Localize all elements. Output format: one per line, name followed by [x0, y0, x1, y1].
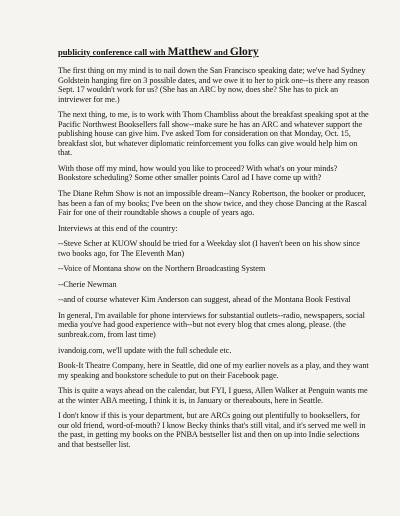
paragraph-website: ivandoig.com, we'll update with the full schedule etc.: [58, 345, 232, 355]
title-name-1: Matthew: [167, 46, 212, 58]
paragraph-voice-of-montana: --Voice of Montana show on the Northern Broadcasting System: [58, 264, 266, 274]
title-name-2: Glory: [229, 46, 259, 58]
title-prefix: publicity conference call with: [58, 47, 168, 57]
paragraph-interviews-heading: Interviews at this end of the country:: [58, 223, 178, 233]
paragraph-aba-meeting: This is quite a ways ahead on the calendar, but FYI, I guess, Allen Walker at Penguin wants me at the winter ABA meeting, I think it is, in January or thereabouts, here in Seattle.: [58, 386, 368, 405]
paragraph-pnba-breakfast: The next thing, to me, is to work with Thom Chambliss about the breakfast speaking spot at the Pacific Northwest Booksellers fall show--make sure he has an ARC and whatever support the publishing house can give him. I've asked Tom for consideration on that Monday, Oct. 15, breakfast slot, but whatever diplomatic reinforcement you folks can give would help him on that.: [58, 110, 369, 158]
paragraph-cherie-newman: --Cherie Newman: [58, 279, 117, 289]
paragraph-phone-interviews: In general, I'm available for phone interviews for substantial outlets--radio, newspapers, social media you've had good experience with--but not every blog that cmes along, please. (the sunbreak.com, from last time): [58, 310, 365, 340]
paragraph-sf-speaking-date: The first thing on my mind is to nail down the San Francisco speaking date; we've had Sydney Goldstein hanging fire on 3 possible dates, and we owe it to her to pick one--is there any reason Sept. 17 wouldn't work for us? (She has an ARC by now, does she? She has to pick an intrviewer for me.): [58, 66, 370, 104]
paragraph-arcs: I don't know if this is your department, but are ARCs going out plentifully to booksellers, for our old friend, word-of-mouth? I know Becky thinks that's still vital, and it's served me well in the past, in getting my books on the PNBA bestseller list and then on up into Indie selections and that bestseller list.: [58, 411, 366, 449]
paragraph-book-it-theatre: Book-It Theatre Company, here in Seattle, did one of my earlier novels as a play, and they want my speaking and bookstore schedule to put on their Facebook page.: [58, 361, 369, 380]
title-joiner: and: [211, 47, 230, 57]
paragraph-diane-rehm: The Diane Rehm Show is not an impossible dream--Nancy Robertson, the booker or producer, has been a fan of my books; I've been on the show twice, and they chose Dancing at the Rascal Fair for one of their roundtable shows a couple of years ago.: [58, 189, 367, 218]
page-title: [58, 47, 370, 58]
paragraph-kim-anderson: --and of course whatever Kim Anderson can suggest, ahead of the Montana Book Festival: [58, 295, 351, 305]
paragraph-kuow: --Steve Scher at KUOW should be tried for a Weekday slot (I haven't been on his show since two books ago, for The Eleventh Man): [58, 239, 360, 258]
paragraph-how-to-proceed: With those off my mind, how would you like to proceed? With what's on your minds? Bookstore scheduling? Some other smaller points Carol ad I have come up with?: [58, 163, 338, 183]
